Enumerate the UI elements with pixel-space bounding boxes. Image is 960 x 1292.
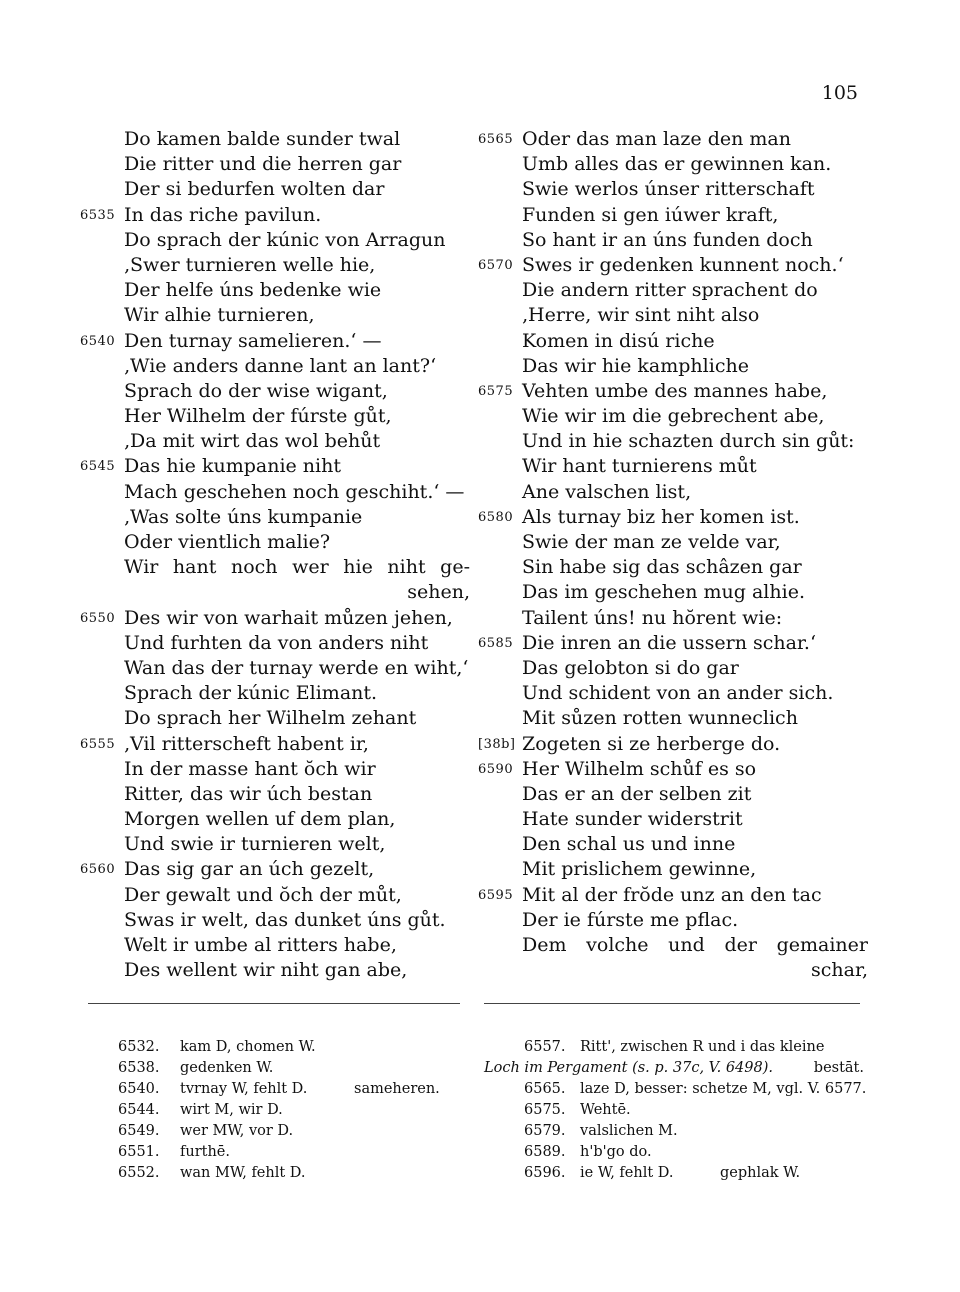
verse-text: Die inren an die ussern schar.‘	[522, 631, 817, 654]
verse-line	[478, 203, 868, 228]
verse-text: Das im geschehen mug alhie.	[522, 581, 805, 604]
verse-text: Und swie ir turnieren welt,	[124, 833, 386, 856]
verse-text: Das sig gar an úch gezelt,	[124, 858, 375, 881]
footnote-text: h'b'go do.	[580, 1144, 652, 1160]
footnote-number: 6532.	[118, 1039, 160, 1055]
verse-text: ‚Wie anders danne lant an lant?‘	[124, 354, 437, 377]
verse-line	[478, 429, 868, 454]
verse-line	[80, 329, 470, 354]
verse-line	[80, 228, 470, 253]
verse-text: Do kamen balde sunder twal	[124, 128, 401, 150]
verse-line	[80, 681, 470, 706]
verse-line	[478, 278, 868, 303]
verse-line	[80, 555, 470, 580]
verse-line	[80, 429, 470, 454]
verse-line	[80, 706, 470, 731]
verse-line	[80, 933, 470, 958]
verse-line	[80, 958, 470, 983]
verse-line	[478, 329, 868, 354]
verse-text: Wan das der turnay werde en wiht,‘	[124, 656, 469, 679]
verse-line	[478, 807, 868, 832]
verse-line	[80, 530, 470, 555]
verse-text: schar,	[811, 959, 868, 982]
verse-text: Die ritter und die herren gar	[124, 153, 402, 176]
verse-number: 6550	[80, 610, 116, 626]
verse-text: Dem volche und der gemainer	[522, 934, 868, 956]
footnote-number: 6596.	[524, 1165, 566, 1181]
verse-line	[478, 631, 868, 656]
footnote-line	[484, 1037, 864, 1058]
verse-line	[80, 757, 470, 782]
verse-text: Der si bedurfen wolten dar	[124, 178, 385, 201]
verse-text: Her Wilhelm schůf es so	[522, 757, 757, 780]
footnote-text: laze D, besser: schetze M, vgl. V. 6577.	[580, 1081, 867, 1097]
verse-text: Mit prislichem gewinne,	[522, 858, 757, 881]
verse-text: Hate sunder widerstrit	[522, 808, 743, 831]
verse-text: Wir alhie turnieren,	[124, 304, 315, 327]
footnote-number: 6540.	[118, 1081, 160, 1097]
verse-text: Und furhten da von anders niht	[124, 631, 429, 654]
footnote-number: 6579.	[524, 1123, 566, 1139]
verse-number: 6555	[80, 736, 116, 752]
verse-line	[478, 908, 868, 933]
footnote-text: Ritt', zwischen R und i das kleine	[580, 1039, 825, 1055]
footnote-rule-left	[88, 1003, 460, 1004]
verse-number: 6565	[478, 132, 514, 147]
footnote-line	[118, 1100, 458, 1121]
verse-line	[478, 832, 868, 857]
verse-line	[478, 656, 868, 681]
verse-text: Das hie kumpanie niht	[124, 455, 341, 478]
verse-line	[80, 908, 470, 933]
verse-line	[478, 253, 868, 278]
verse-text: Den turnay sameliеren.‘ —	[124, 329, 382, 352]
footnote-text: Loch im Pergament (s. p. 37c, V. 6498).	[484, 1060, 774, 1076]
footnote-text: kam D, chomen W.	[180, 1039, 316, 1055]
verse-number: 6540	[80, 333, 116, 349]
verse-text: In der masse hant ŏch wir	[124, 757, 376, 780]
verse-text: Komen in disú riche	[522, 329, 715, 352]
footnote-number: 6549.	[118, 1123, 160, 1139]
verse-text: Funden si gen iúwer kraft,	[522, 203, 779, 226]
verse-line	[478, 303, 868, 328]
verse-line	[80, 857, 470, 882]
verse-line	[478, 354, 868, 379]
verse-number: [38b]	[478, 736, 516, 752]
verse-number: 6570	[478, 257, 514, 273]
verse-number: 6585	[478, 635, 514, 651]
verse-text: ‚Swer turnieren welle hie,	[124, 253, 376, 276]
verse-line	[478, 530, 868, 555]
footnote-line	[484, 1121, 864, 1142]
footnote-line	[118, 1121, 458, 1142]
verse-line	[80, 832, 470, 857]
verse-text: Als turnay biz her komen ist.	[522, 505, 800, 528]
verse-line	[80, 152, 470, 177]
footnote-text: valslichen M.	[580, 1123, 678, 1139]
verse-line	[478, 606, 868, 631]
verse-text: ‚Vil ritterscheft habent ir,	[124, 732, 369, 755]
verse-text: Des wellent wir niht gan abe,	[124, 959, 408, 982]
verse-line	[478, 228, 868, 253]
footnote-number: 6565.	[524, 1081, 566, 1097]
footnote-extra: gephlak W.	[720, 1165, 801, 1181]
verse-line	[478, 757, 868, 782]
verse-line	[478, 706, 868, 731]
verse-text: ‚Da mit wirt das wol behůt	[124, 430, 381, 453]
verse-number: 6560	[80, 862, 116, 878]
footnote-line	[118, 1163, 458, 1184]
verse-line	[478, 958, 868, 983]
verse-number: 6575	[478, 383, 514, 399]
verse-line	[80, 177, 470, 202]
verse-line	[80, 606, 470, 631]
verse-text: ‚Herre, wir sint niht also	[522, 304, 760, 327]
verse-line	[478, 379, 868, 404]
verse-number: 6535	[80, 207, 116, 223]
verse-text: Das gelobton si do gar	[522, 656, 739, 679]
verse-number: 6595	[478, 887, 514, 903]
verse-line	[478, 480, 868, 505]
verse-text: ‚Was solte úns kumpanie	[124, 505, 363, 528]
footnote-number: 6551.	[118, 1144, 160, 1160]
verse-line	[80, 782, 470, 807]
verse-line	[80, 454, 470, 479]
footnote-text: wirt M, wir D.	[180, 1102, 283, 1118]
footnote-line	[484, 1163, 864, 1184]
verse-text: Des wir von warhait můzen jehen,	[124, 606, 453, 629]
verse-text: Sprach der kúnic Elimant.	[124, 682, 378, 705]
verse-line	[478, 782, 868, 807]
footnote-text: furthē.	[180, 1144, 230, 1160]
verse-line	[80, 631, 470, 656]
verse-text: Den schal us und inne	[522, 833, 736, 856]
verse-text: Swes ir gedenken kunnent noch.‘	[522, 253, 844, 276]
verse-text: Sprach do der wise wigant,	[124, 379, 388, 402]
footnotes-right	[484, 1037, 867, 1184]
verse-line	[80, 379, 470, 404]
verse-text: Ane valschen list,	[522, 480, 692, 503]
verse-line	[80, 354, 470, 379]
verse-line	[80, 127, 470, 152]
verse-line	[80, 656, 470, 681]
footnote-tail: bestāt.	[813, 1060, 864, 1076]
footnote-text: Wehtē.	[580, 1102, 631, 1118]
verse-line	[478, 454, 868, 479]
verse-line	[80, 278, 470, 303]
footnote-text: wan MW, fehlt D.	[180, 1165, 306, 1181]
verse-line	[80, 303, 470, 328]
footnote-number: 6589.	[524, 1144, 566, 1160]
verse-text: Oder vientlich malie?	[124, 531, 331, 553]
verse-text: Wir hant noch wer hie niht ge-	[124, 556, 470, 579]
verse-text: Und in hie schazten durch sin gůt:	[522, 430, 855, 453]
verse-text: sehen,	[407, 581, 470, 604]
verse-text: Wir hant turnierens můt	[522, 455, 757, 478]
verse-line	[80, 505, 470, 530]
verse-text: Der gewalt und ŏch der můt,	[124, 883, 402, 906]
verse-text: Sin habe sig das schâzen gar	[522, 556, 802, 579]
footnote-number: 6575.	[524, 1102, 566, 1118]
verse-text: Zogeten si ze herberge do.	[522, 732, 781, 755]
verse-number: 6545	[80, 459, 116, 475]
verse-text: Umb alles das er gewinnen kan.	[522, 153, 832, 176]
verse-text: Mit al der frŏde unz an den tac	[522, 883, 822, 906]
verse-number: 6580	[478, 509, 514, 525]
footnote-number: 6552.	[118, 1165, 160, 1181]
footnote-line	[118, 1142, 458, 1163]
footnote-rule-right	[484, 1003, 860, 1004]
verse-text: Do sprach her Wilhelm zehant	[124, 707, 417, 730]
verse-text: Die andern ritter sprachent do	[522, 279, 818, 302]
verse-line	[478, 505, 868, 530]
verse-line	[478, 883, 868, 908]
footnote-text: wer MW, vor D.	[180, 1123, 294, 1139]
verse-text: Der helfe úns bedenke wie	[124, 279, 382, 302]
verse-line	[478, 127, 868, 152]
verse-line	[80, 203, 470, 228]
verse-text: Mach geschehen noch geschiht.‘ —	[124, 480, 465, 503]
verse-line	[80, 580, 470, 605]
verse-text: Ritter, das wir úch bestan	[124, 782, 373, 805]
verse-line	[478, 404, 868, 429]
footnote-text: tvrnay W, fehlt D.	[180, 1081, 308, 1097]
footnote-line	[484, 1079, 867, 1100]
verse-line	[80, 807, 470, 832]
footnote-extra: sameheren.	[354, 1081, 440, 1097]
verse-text: Vehten umbe des mannes habe,	[522, 379, 828, 402]
verse-line	[478, 177, 868, 202]
footnote-text: ie W, fehlt D.	[580, 1165, 674, 1181]
verse-line	[80, 732, 470, 757]
verse-text: Tailent úns! nu hŏrent wie:	[522, 606, 783, 629]
verse-text: Mit sůzen rotten wunneclich	[522, 707, 798, 730]
footnote-line	[484, 1058, 864, 1079]
footnote-number: 6538.	[118, 1060, 160, 1076]
verse-line	[478, 681, 868, 706]
verse-line	[478, 933, 868, 958]
verse-text: Swas ir welt, das dunket úns gůt.	[124, 908, 446, 931]
footnote-line	[484, 1100, 864, 1121]
verse-text: Do sprach der kúnic von Arragun	[124, 228, 446, 251]
verse-line	[478, 555, 868, 580]
footnote-line	[118, 1037, 458, 1058]
page-number: 105	[821, 82, 858, 104]
verse-text: Swie werlos únser ritterschaft	[522, 178, 815, 201]
verse-text: Und schident von an ander sich.	[522, 682, 834, 705]
verse-text: In das riche pavilun.	[124, 203, 322, 226]
verse-line	[80, 404, 470, 429]
verse-number: 6590	[478, 761, 514, 777]
footnote-number: 6557.	[524, 1039, 566, 1055]
footnote-line	[118, 1058, 458, 1079]
footnote-number: 6544.	[118, 1102, 160, 1118]
verse-column-right	[478, 127, 868, 983]
verse-column-left	[80, 127, 470, 983]
verse-line	[478, 732, 868, 757]
verse-line	[80, 883, 470, 908]
footnote-line	[484, 1142, 864, 1163]
verse-text: Swie der man ze velde var,	[522, 531, 781, 553]
verse-text: Der ie fúrste me pflac.	[522, 908, 739, 931]
verse-text: Oder das man laze den man	[522, 128, 791, 150]
verse-line	[478, 152, 868, 177]
verse-text: Das er an der selben zit	[522, 782, 752, 805]
verse-text: Welt ir umbe al ritters habe,	[124, 934, 397, 956]
verse-text: So hant ir an úns funden doch	[522, 228, 813, 251]
verse-line	[80, 253, 470, 278]
verse-text: Das wir hie kamphliche	[522, 354, 749, 377]
footnote-line	[118, 1079, 458, 1100]
verse-line	[478, 580, 868, 605]
verse-text: Morgen wellen uf dem plan,	[124, 808, 396, 831]
verse-text: Her Wilhelm der fúrste gůt,	[124, 405, 392, 428]
footnote-text: gedenken W.	[180, 1060, 274, 1076]
verse-text: Wie wir im die gebrechent abe,	[522, 405, 825, 428]
verse-line	[478, 857, 868, 882]
footnotes-left	[118, 1037, 458, 1184]
verse-line	[80, 480, 470, 505]
